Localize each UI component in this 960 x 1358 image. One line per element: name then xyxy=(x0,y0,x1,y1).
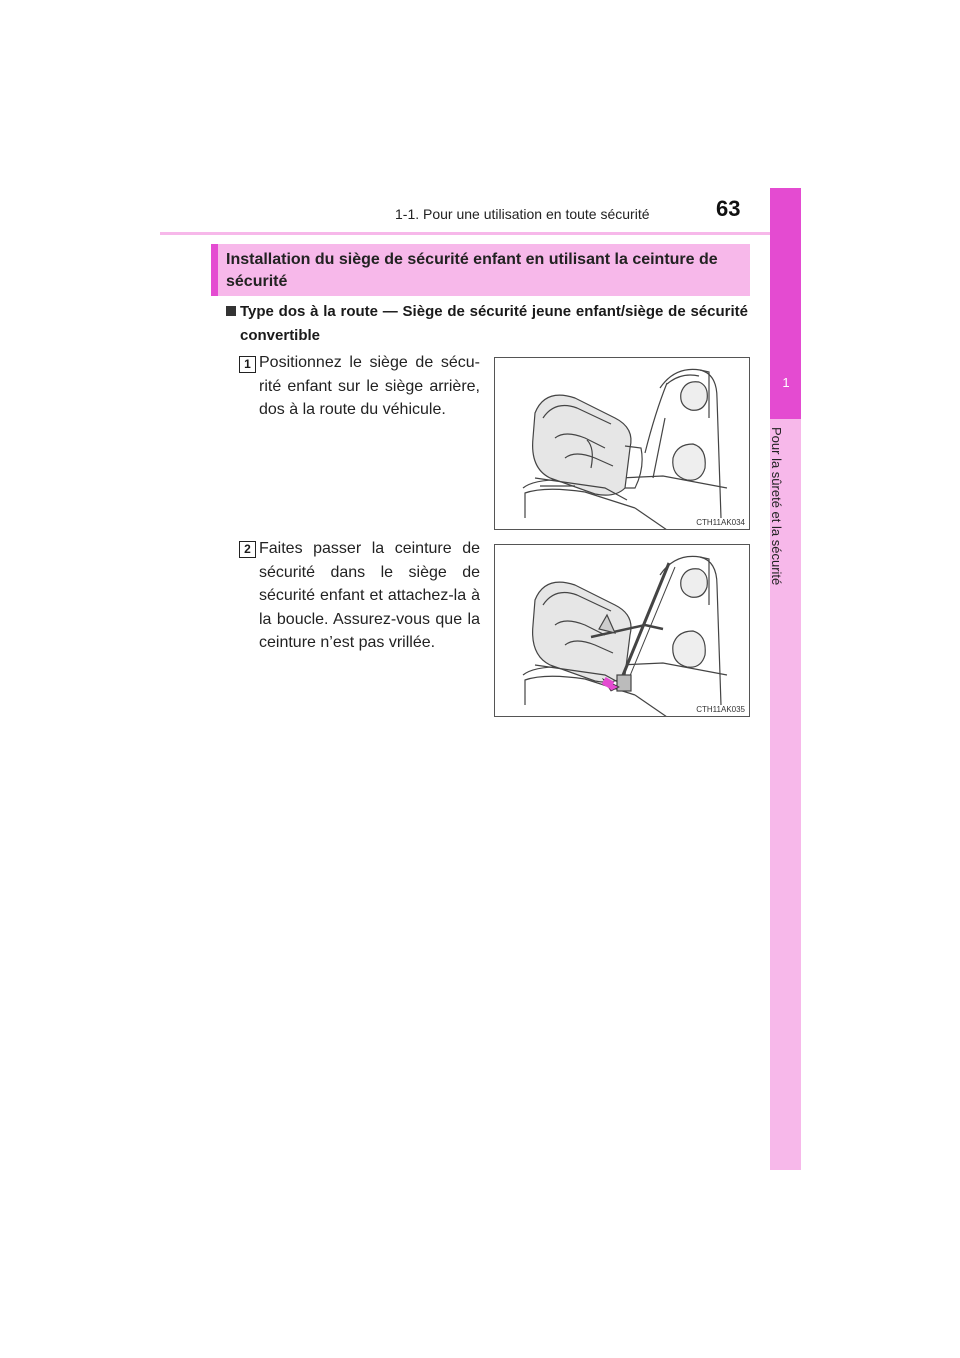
child-seat-rear-facing-illustration xyxy=(495,358,750,530)
figure-code-1: CTH11AK034 xyxy=(696,518,745,527)
bullet-square-icon xyxy=(226,306,236,316)
running-head: 1-1. Pour une utilisation en toute sécurité xyxy=(395,206,650,222)
chapter-title: Pour la sûreté et la sécurité xyxy=(769,427,784,586)
page-number: 63 xyxy=(716,196,741,221)
figure-code-2: CTH11AK035 xyxy=(696,705,745,714)
seatbelt-routing-illustration xyxy=(495,545,750,717)
step-text-2: Faites passer la ceinture de sécurité dans le siège de sécurité enfant et attachez-la à la boucle. Assurez-vous que la ceinture n’est pas vrillée. xyxy=(259,540,480,651)
step-text-1: Positionnez le siège de sécu-rité enfant sur le siège arrière, dos à la route du véhicule. xyxy=(259,354,480,418)
figure-step-2 xyxy=(494,544,750,717)
step-number-2: 2 xyxy=(239,541,256,558)
subsection-heading: Type dos à la route — Siège de sécurité jeune enfant/siège de sécurité convertible xyxy=(240,303,748,344)
chapter-number: 1 xyxy=(782,375,790,390)
header-rule xyxy=(160,232,801,235)
figure-step-1 xyxy=(494,357,750,530)
section-banner: Installation du siège de sécurité enfant en utilisant la ceinture de sécurité xyxy=(211,244,750,296)
step-number-1: 1 xyxy=(239,356,256,373)
